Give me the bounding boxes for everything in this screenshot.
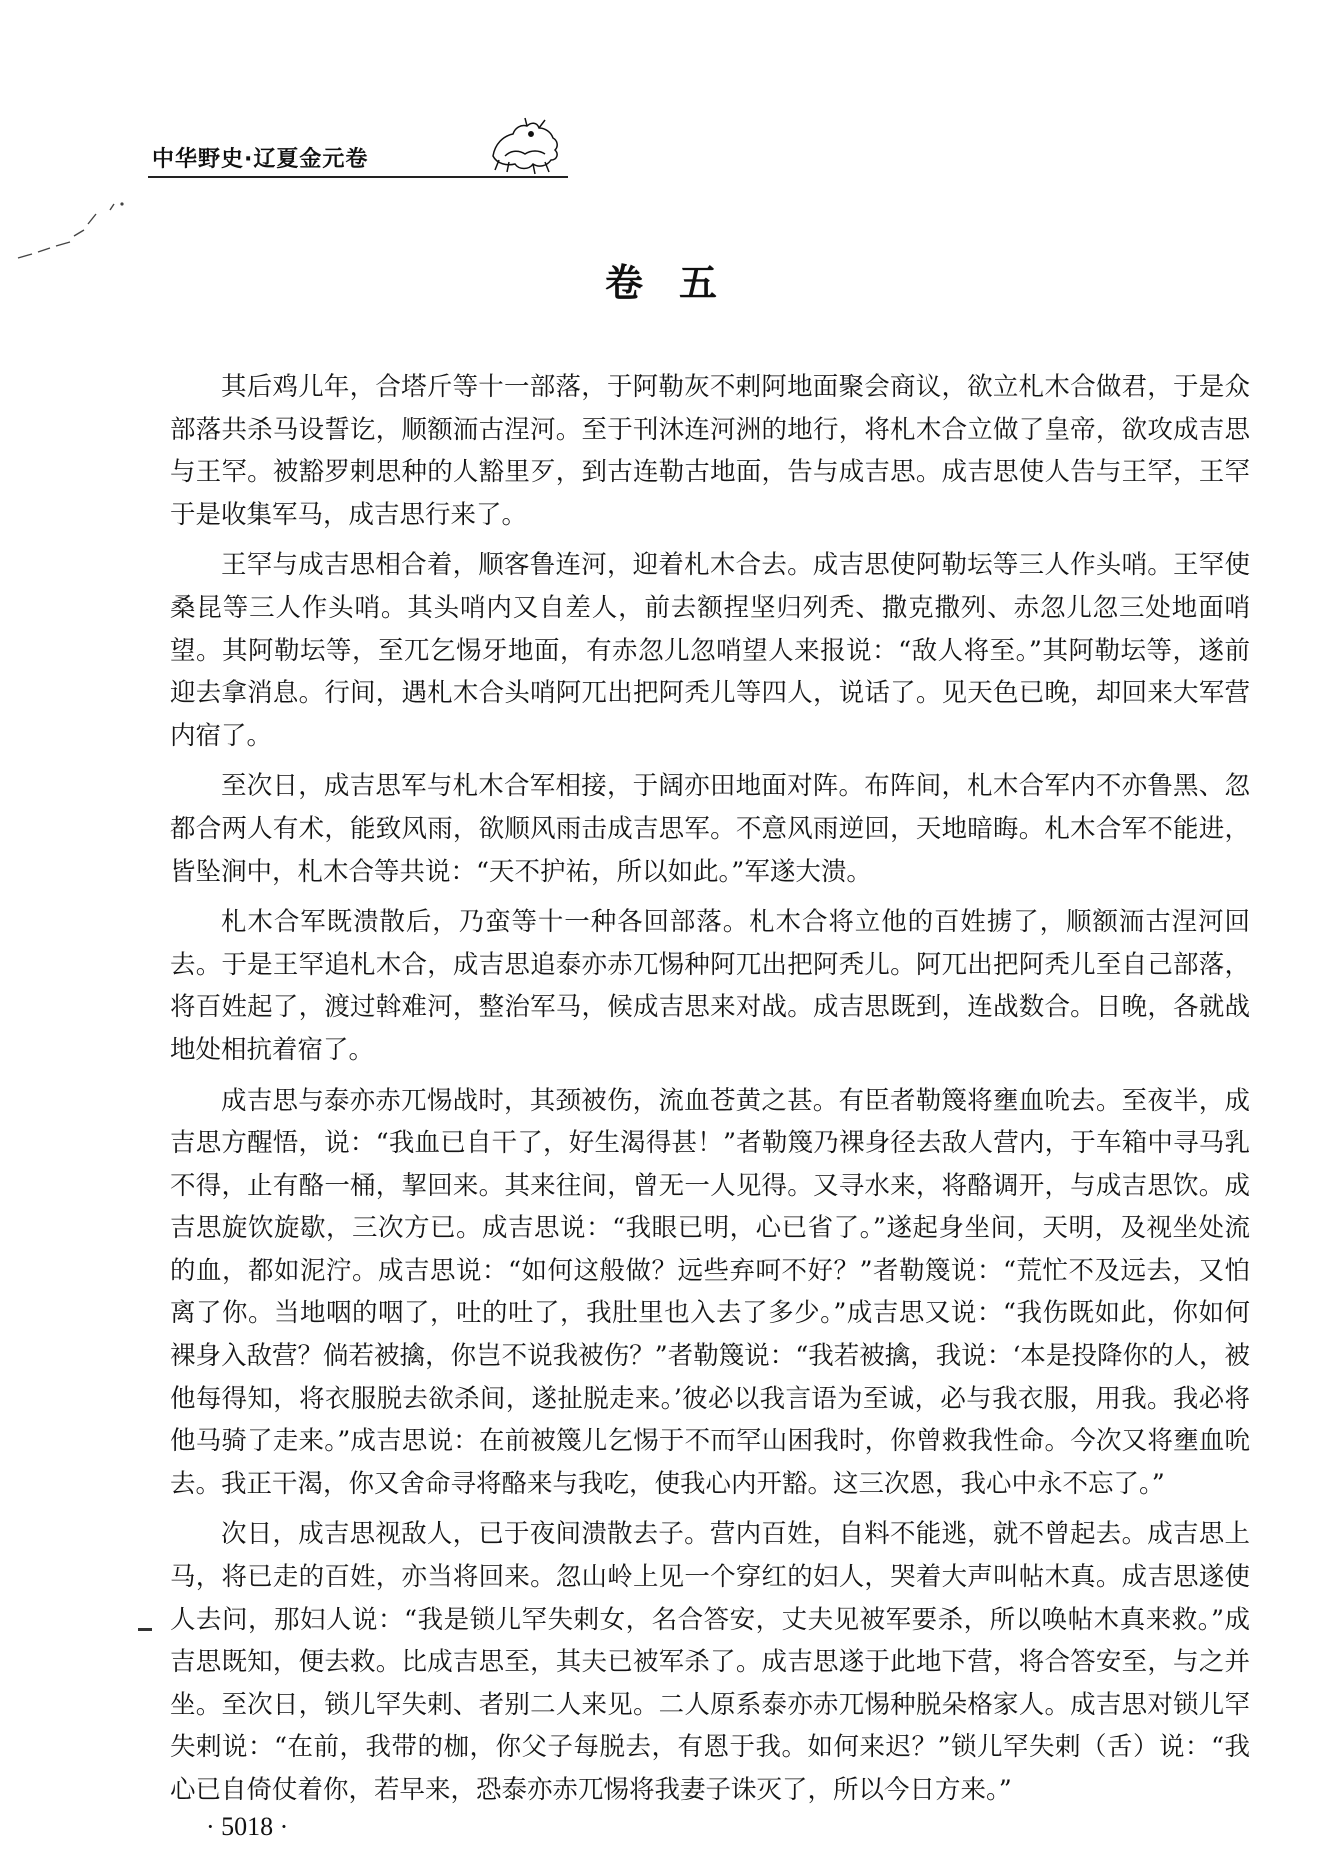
chapter-title: 卷五	[604, 261, 753, 305]
page-number: · 5018 ·	[206, 1812, 289, 1841]
document-body	[170, 366, 1250, 1820]
paragraph: 成吉思与泰亦赤兀惕战时，其颈被伤，流血苍黄之甚。有臣者勒篾将壅血吮去。至夜半，成吉思方醒悟，说：“我血已自干了，好生渴得甚！”者勒篾乃裸身径去敌人营内，于车箱中寻马乳不得，止有酪一桶，挈回来。其来往间，曾无一人见得。又寻水来，将酪调开，与成吉思饮。成吉思旋饮旋歇，三次方已。成吉思说：“我眼已明，心已省了。”遂起身坐间，天明，及视坐处流的血，都如泥泞。成吉思说：“如何这般做？远些弃呵不好？”者勒篾说：“荒忙不及远去，又怕离了你。当地咽的咽了，吐的吐了，我肚里也入去了多少。”成吉思又说：“我伤既如此，你如何裸身入敌营？倘若被擒，你岂不说我被伤？”者勒篾说：“我若被擒，我说：‘本是投降你的人，被他每得知，将衣服脱去欲杀间，遂扯脱走来。’彼必以我言语为至诚，必与我衣服，用我。我必将他马骑了走来。”成吉思说：在前被篾儿乞惕于不而罕山困我时，你曾救我性命。今次又将壅血吮去。我正干渴，你又舍命寻将酪来与我吃，使我心内开豁。这三次恩，我心中永不忘了。”	[170, 1085, 1250, 1499]
paragraph: 其后鸡儿年，合塔斤等十一部落，于阿勒灰不剌阿地面聚会商议，欲立札木合做君，于是众部落共杀马设誓讫，顺额洏古涅河。至于刊沐连河洲的地行，将札木合立做了皇帝，欲攻成吉思与王罕。被豁罗剌思种的人豁里歹，到古连勒古地面，告与成吉思。成吉思使人告与王罕，王罕于是收集军马，成吉思行来了。	[170, 372, 1250, 530]
running-header-title: 中华野史·辽夏金元卷	[152, 147, 369, 172]
dragon-emblem-icon	[485, 116, 563, 176]
paragraph: 札木合军既溃散后，乃蛮等十一种各回部落。札木合将立他的百姓掳了，顺额洏古涅河回去。于是王罕追札木合，成吉思追泰亦赤兀惕种阿兀出把阿秃儿。阿兀出把阿秃儿至自己部落，将百姓起了，渡过斡难河，整治军马，候成吉思来对战。成吉思既到，连战数合。日晚，各就战地处相抗着宿了。	[170, 907, 1250, 1065]
scan-mark	[138, 1628, 152, 1631]
paragraph: 次日，成吉思视敌人，已于夜间溃散去子。营内百姓，自料不能逃，就不曾起去。成吉思上马，将已走的百姓，亦当将回来。忽山岭上见一个穿红的妇人，哭着大声叫帖木真。成吉思遂使人去问，那妇人说：“我是锁儿罕失剌女，名合答安，丈夫见被军要杀，所以唤帖木真来救。”成吉思既知，便去救。比成吉思至，其夫已被军杀了。成吉思遂于此地下营，将合答安至，与之并坐。至次日，锁儿罕失剌、者别二人来见。二人原系泰亦赤兀惕种脱朵格家人。成吉思对锁儿罕失剌说：“在前，我带的枷，你父子每脱去，有恩于我。如何来迟？”锁儿罕失剌（舌）说：“我心已自倚仗着你，若早来，恐泰亦赤兀惕将我妻子诛灭了，所以今日方来。”	[170, 1519, 1250, 1805]
paragraph: 至次日，成吉思军与札木合军相接，于阔亦田地面对阵。布阵间，札木合军内不亦鲁黑、忽都合两人有术，能致风雨，欲顺风雨击成吉思军。不意风雨逆回，天地暗晦。札木合军不能进，皆坠涧中，札木合等共说：“天不护祐，所以如此。”军遂大溃。	[170, 771, 1250, 887]
paragraph: 王罕与成吉思相合着，顺客鲁连河，迎着札木合去。成吉思使阿勒坛等三人作头哨。王罕使桑昆等三人作头哨。其头哨内又自差人，前去额捏坚归列秃、撒克撒列、赤忽儿忽三处地面哨望。其阿勒坛等，至兀乞惕牙地面，有赤忽儿忽哨望人来报说：“敌人将至。”其阿勒坛等，遂前迎去拿消息。行间，遇札木合头哨阿兀出把阿秃儿等四人，说话了。见天色已晚，却回来大军营内宿了。	[170, 550, 1250, 751]
header-rule	[148, 176, 568, 178]
